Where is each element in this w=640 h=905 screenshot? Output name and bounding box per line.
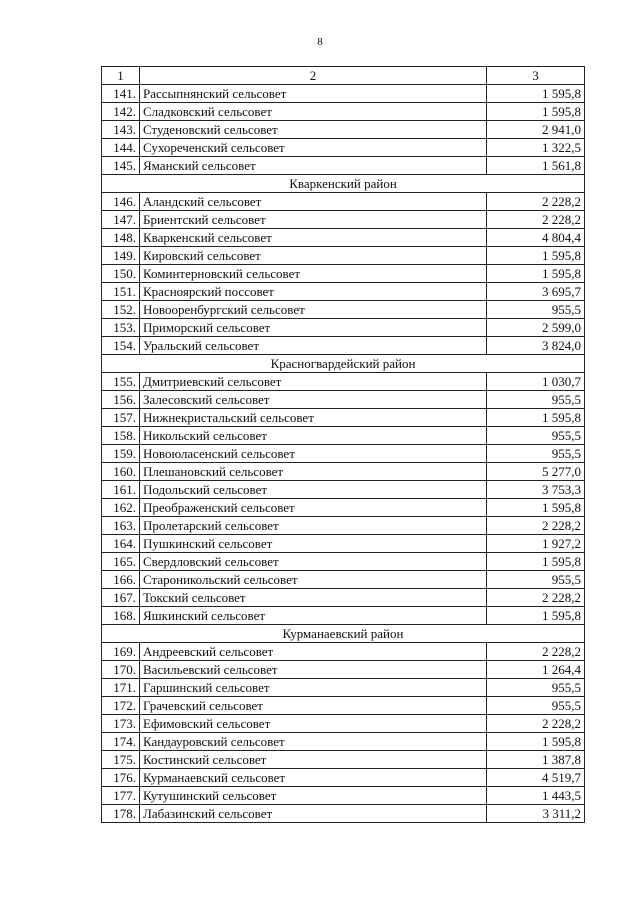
- table-row: [102, 769, 585, 787]
- table-row: [102, 103, 585, 121]
- amount-value: 1 595,8: [487, 409, 585, 427]
- amount-value: 3 695,7: [487, 283, 585, 301]
- table-row: [102, 229, 585, 247]
- header-row: [102, 67, 585, 85]
- amount-value: 955,5: [487, 427, 585, 445]
- district-heading-row: [102, 625, 585, 643]
- municipality-name: Аландский сельсовет: [140, 193, 487, 211]
- row-number: 170.: [102, 661, 140, 679]
- municipality-name: Сухореченский сельсовет: [140, 139, 487, 157]
- table-row: [102, 193, 585, 211]
- municipality-name: Ефимовский сельсовет: [140, 715, 487, 733]
- amount-value: 955,5: [487, 445, 585, 463]
- municipality-name: Дмитриевский сельсовет: [140, 373, 487, 391]
- amount-value: 5 277,0: [487, 463, 585, 481]
- table-row: [102, 571, 585, 589]
- table-row: [102, 391, 585, 409]
- table-row: [102, 463, 585, 481]
- row-number: 150.: [102, 265, 140, 283]
- row-number: 143.: [102, 121, 140, 139]
- row-number: 171.: [102, 679, 140, 697]
- table-body: [102, 67, 585, 823]
- municipality-name: Залесовский сельсовет: [140, 391, 487, 409]
- table-row: [102, 139, 585, 157]
- table-row: [102, 643, 585, 661]
- municipality-name: Коминтерновский сельсовет: [140, 265, 487, 283]
- municipality-name: Пушкинский сельсовет: [140, 535, 487, 553]
- amount-value: 955,5: [487, 679, 585, 697]
- table-row: [102, 337, 585, 355]
- municipality-name: Уральский сельсовет: [140, 337, 487, 355]
- row-number: 164.: [102, 535, 140, 553]
- amount-value: 2 599,0: [487, 319, 585, 337]
- amount-value: 3 753,3: [487, 481, 585, 499]
- row-number: 174.: [102, 733, 140, 751]
- table-row: [102, 319, 585, 337]
- table-row: [102, 265, 585, 283]
- table-row: [102, 805, 585, 823]
- municipality-name: Кировский сельсовет: [140, 247, 487, 265]
- table-row: [102, 481, 585, 499]
- amount-value: 2 941,0: [487, 121, 585, 139]
- amount-value: 3 824,0: [487, 337, 585, 355]
- municipality-name: Приморский сельсовет: [140, 319, 487, 337]
- row-number: 157.: [102, 409, 140, 427]
- row-number: 172.: [102, 697, 140, 715]
- municipality-name: Яманский сельсовет: [140, 157, 487, 175]
- municipality-name: Сладковский сельсовет: [140, 103, 487, 121]
- row-number: 165.: [102, 553, 140, 571]
- amount-value: 1 595,8: [487, 247, 585, 265]
- municipality-name: Яшкинский сельсовет: [140, 607, 487, 625]
- row-number: 160.: [102, 463, 140, 481]
- district-heading: Красногвардейский район: [102, 355, 585, 373]
- row-number: 175.: [102, 751, 140, 769]
- row-number: 145.: [102, 157, 140, 175]
- amount-value: 2 228,2: [487, 517, 585, 535]
- municipality-name: Нижнекристальский сельсовет: [140, 409, 487, 427]
- row-number: 158.: [102, 427, 140, 445]
- table-row: [102, 679, 585, 697]
- district-heading: Кваркенский район: [102, 175, 585, 193]
- table-row: [102, 697, 585, 715]
- table-row: [102, 787, 585, 805]
- municipality-name: Васильевский сельсовет: [140, 661, 487, 679]
- table-row: [102, 247, 585, 265]
- table-row: [102, 535, 585, 553]
- amount-value: 2 228,2: [487, 193, 585, 211]
- district-heading-row: [102, 175, 585, 193]
- amount-value: 3 311,2: [487, 805, 585, 823]
- municipality-name: Новоюласенский сельсовет: [140, 445, 487, 463]
- row-number: 141.: [102, 85, 140, 103]
- municipality-name: Подольский сельсовет: [140, 481, 487, 499]
- table-row: [102, 751, 585, 769]
- district-heading: Курманаевский район: [102, 625, 585, 643]
- municipality-name: Кваркенский сельсовет: [140, 229, 487, 247]
- row-number: 177.: [102, 787, 140, 805]
- municipality-name: Кутушинский сельсовет: [140, 787, 487, 805]
- table-row: [102, 409, 585, 427]
- row-number: 168.: [102, 607, 140, 625]
- row-number: 159.: [102, 445, 140, 463]
- table-row: [102, 211, 585, 229]
- municipality-name: Андреевский сельсовет: [140, 643, 487, 661]
- amount-value: 1 595,8: [487, 499, 585, 517]
- amount-value: 2 228,2: [487, 589, 585, 607]
- row-number: 173.: [102, 715, 140, 733]
- page-number: 8: [317, 36, 323, 48]
- municipality-name: Староникольский сельсовет: [140, 571, 487, 589]
- amount-value: 4 519,7: [487, 769, 585, 787]
- header-col-value: 3: [487, 67, 585, 85]
- row-number: 161.: [102, 481, 140, 499]
- allocation-table: [101, 66, 585, 823]
- amount-value: 955,5: [487, 571, 585, 589]
- table-row: [102, 607, 585, 625]
- table-row: [102, 553, 585, 571]
- amount-value: 4 804,4: [487, 229, 585, 247]
- municipality-name: Лабазинский сельсовет: [140, 805, 487, 823]
- row-number: 155.: [102, 373, 140, 391]
- table-row: [102, 715, 585, 733]
- amount-value: 1 595,8: [487, 607, 585, 625]
- row-number: 151.: [102, 283, 140, 301]
- municipality-name: Красноярский поссовет: [140, 283, 487, 301]
- municipality-name: Свердловский сельсовет: [140, 553, 487, 571]
- table-row: [102, 427, 585, 445]
- amount-value: 1 387,8: [487, 751, 585, 769]
- amount-value: 1 030,7: [487, 373, 585, 391]
- municipality-name: Токский сельсовет: [140, 589, 487, 607]
- row-number: 146.: [102, 193, 140, 211]
- municipality-name: Пролетарский сельсовет: [140, 517, 487, 535]
- row-number: 176.: [102, 769, 140, 787]
- row-number: 163.: [102, 517, 140, 535]
- header-col-name: 2: [140, 67, 487, 85]
- row-number: 152.: [102, 301, 140, 319]
- amount-value: 1 595,8: [487, 553, 585, 571]
- municipality-name: Костинский сельсовет: [140, 751, 487, 769]
- amount-value: 1 264,4: [487, 661, 585, 679]
- municipality-name: Бриентский сельсовет: [140, 211, 487, 229]
- municipality-name: Студеновский сельсовет: [140, 121, 487, 139]
- row-number: 167.: [102, 589, 140, 607]
- table-row: [102, 85, 585, 103]
- municipality-name: Преображенский сельсовет: [140, 499, 487, 517]
- table-row: [102, 733, 585, 751]
- municipality-name: Курманаевский сельсовет: [140, 769, 487, 787]
- row-number: 162.: [102, 499, 140, 517]
- row-number: 149.: [102, 247, 140, 265]
- municipality-name: Грачевский сельсовет: [140, 697, 487, 715]
- municipality-name: Гаршинский сельсовет: [140, 679, 487, 697]
- municipality-name: Кандауровский сельсовет: [140, 733, 487, 751]
- table-row: [102, 517, 585, 535]
- amount-value: 1 927,2: [487, 535, 585, 553]
- amount-value: 1 322,5: [487, 139, 585, 157]
- table-row: [102, 301, 585, 319]
- table-row: [102, 661, 585, 679]
- row-number: 144.: [102, 139, 140, 157]
- table-row: [102, 445, 585, 463]
- amount-value: 955,5: [487, 697, 585, 715]
- row-number: 156.: [102, 391, 140, 409]
- amount-value: 2 228,2: [487, 643, 585, 661]
- table-row: [102, 589, 585, 607]
- row-number: 154.: [102, 337, 140, 355]
- amount-value: 1 561,8: [487, 157, 585, 175]
- table-row: [102, 157, 585, 175]
- row-number: 178.: [102, 805, 140, 823]
- row-number: 142.: [102, 103, 140, 121]
- table-row: [102, 499, 585, 517]
- municipality-name: Плешановский сельсовет: [140, 463, 487, 481]
- header-col-number: 1: [102, 67, 140, 85]
- table-row: [102, 373, 585, 391]
- municipality-name: Никольский сельсовет: [140, 427, 487, 445]
- district-heading-row: [102, 355, 585, 373]
- table-row: [102, 283, 585, 301]
- row-number: 148.: [102, 229, 140, 247]
- municipality-name: Рассыпнянский сельсовет: [140, 85, 487, 103]
- amount-value: 955,5: [487, 301, 585, 319]
- table-row: [102, 121, 585, 139]
- amount-value: 1 595,8: [487, 733, 585, 751]
- row-number: 166.: [102, 571, 140, 589]
- row-number: 169.: [102, 643, 140, 661]
- amount-value: 2 228,2: [487, 211, 585, 229]
- amount-value: 1 595,8: [487, 265, 585, 283]
- municipality-name: Новооренбургский сельсовет: [140, 301, 487, 319]
- amount-value: 1 595,8: [487, 85, 585, 103]
- row-number: 147.: [102, 211, 140, 229]
- amount-value: 1 443,5: [487, 787, 585, 805]
- amount-value: 1 595,8: [487, 103, 585, 121]
- amount-value: 2 228,2: [487, 715, 585, 733]
- amount-value: 955,5: [487, 391, 585, 409]
- row-number: 153.: [102, 319, 140, 337]
